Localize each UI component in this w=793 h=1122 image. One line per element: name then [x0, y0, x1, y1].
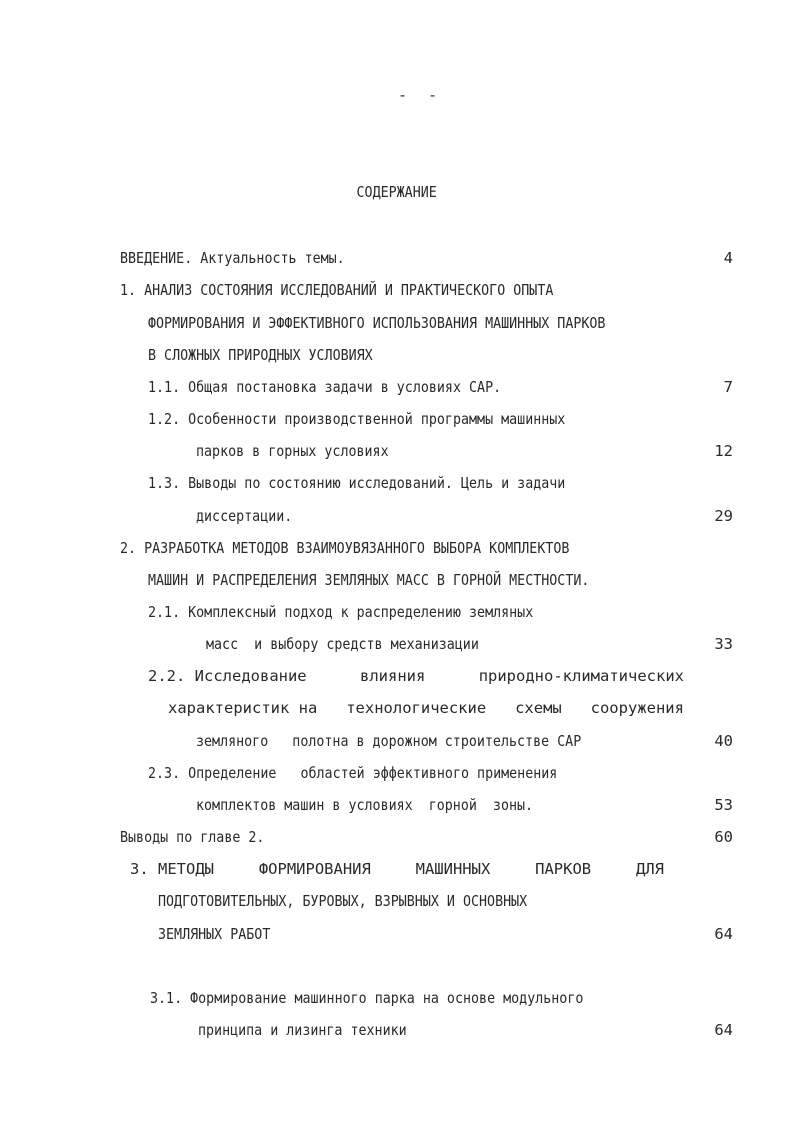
toc-page-number: 33 — [714, 635, 733, 653]
toc-section-1-1: 1.1. Общая постановка задачи в условиях САР. — [148, 378, 502, 396]
toc-page-number: 60 — [714, 828, 733, 846]
toc-page-number: 64 — [714, 1021, 733, 1039]
page-header-mark: - - — [398, 86, 444, 104]
toc-section-2-3: 2.3. Определение областей эффективного применения — [148, 764, 558, 782]
toc-section-2-2-cont: земляного полотна в дорожном строительстве САР — [196, 732, 582, 750]
toc-page-number: 29 — [714, 507, 733, 525]
toc-page-number: 40 — [714, 732, 733, 750]
toc-chapter-3-cont: ПОДГОТОВИТЕЛЬНЫХ, БУРОВЫХ, ВЗРЫВНЫХ И ОСНОВНЫХ — [158, 892, 528, 910]
toc-section-3-1: 3.1. Формирование машинного парка на основе модульного — [150, 989, 584, 1007]
toc-section-1-3-cont: диссертации. — [196, 507, 293, 525]
toc-chapter-2-cont: МАШИН И РАСПРЕДЕЛЕНИЯ ЗЕМЛЯНЫХ МАСС В ГОРНОЙ МЕСТНОСТИ. — [148, 571, 590, 589]
toc-section-2-2: 2.2. Исследование влияния природно-климатических — [148, 667, 684, 685]
toc-chapter-2: 2. РАЗРАБОТКА МЕТОДОВ ВЗАИМОУВЯЗАННОГО ВЫБОРА КОМПЛЕКТОВ — [120, 539, 570, 557]
toc-page-number: 4 — [723, 249, 733, 267]
toc-section-2-2-cont: характеристик на технологические схемы сооружения — [168, 699, 684, 717]
page-title: СОДЕРЖАНИЕ — [356, 183, 437, 201]
toc-page-number: 12 — [714, 442, 733, 460]
toc-chapter-3-cont: ЗЕМЛЯНЫХ РАБОТ — [158, 925, 271, 943]
toc-conclusions-2: Выводы по главе 2. — [120, 828, 265, 846]
toc-entry-intro: ВВЕДЕНИЕ. Актуальность темы. — [120, 249, 345, 267]
toc-page-number: 64 — [714, 925, 733, 943]
toc-page-number: 53 — [714, 796, 733, 814]
toc-section-1-2: 1.2. Особенности производственной программы машинных — [148, 410, 566, 428]
toc-chapter-3: 3. МЕТОДЫ ФОРМИРОВАНИЯ МАШИННЫХ ПАРКОВ ДЛЯ — [130, 860, 664, 878]
toc-section-1-2-cont: парков в горных условиях — [196, 442, 389, 460]
toc-chapter-1-cont: В СЛОЖНЫХ ПРИРОДНЫХ УСЛОВИЯХ — [148, 346, 373, 364]
toc-section-2-1-cont: масс и выбору средств механизации — [206, 635, 479, 653]
toc-section-2-3-cont: комплектов машин в условиях горной зоны. — [196, 796, 534, 814]
toc-chapter-1-cont: ФОРМИРОВАНИЯ И ЭФФЕКТИВНОГО ИСПОЛЬЗОВАНИЯ МАШИННЫХ ПАРКОВ — [148, 314, 606, 332]
toc-section-3-1-cont: принципа и лизинга техники — [198, 1021, 407, 1039]
toc-page-number: 7 — [723, 378, 733, 396]
toc-section-1-3: 1.3. Выводы по состоянию исследований. Цель и задачи — [148, 474, 566, 492]
toc-chapter-1: 1. АНАЛИЗ СОСТОЯНИЯ ИССЛЕДОВАНИЙ И ПРАКТИЧЕСКОГО ОПЫТА — [120, 281, 554, 299]
toc-section-2-1: 2.1. Комплексный подход к распределению земляных — [148, 603, 534, 621]
